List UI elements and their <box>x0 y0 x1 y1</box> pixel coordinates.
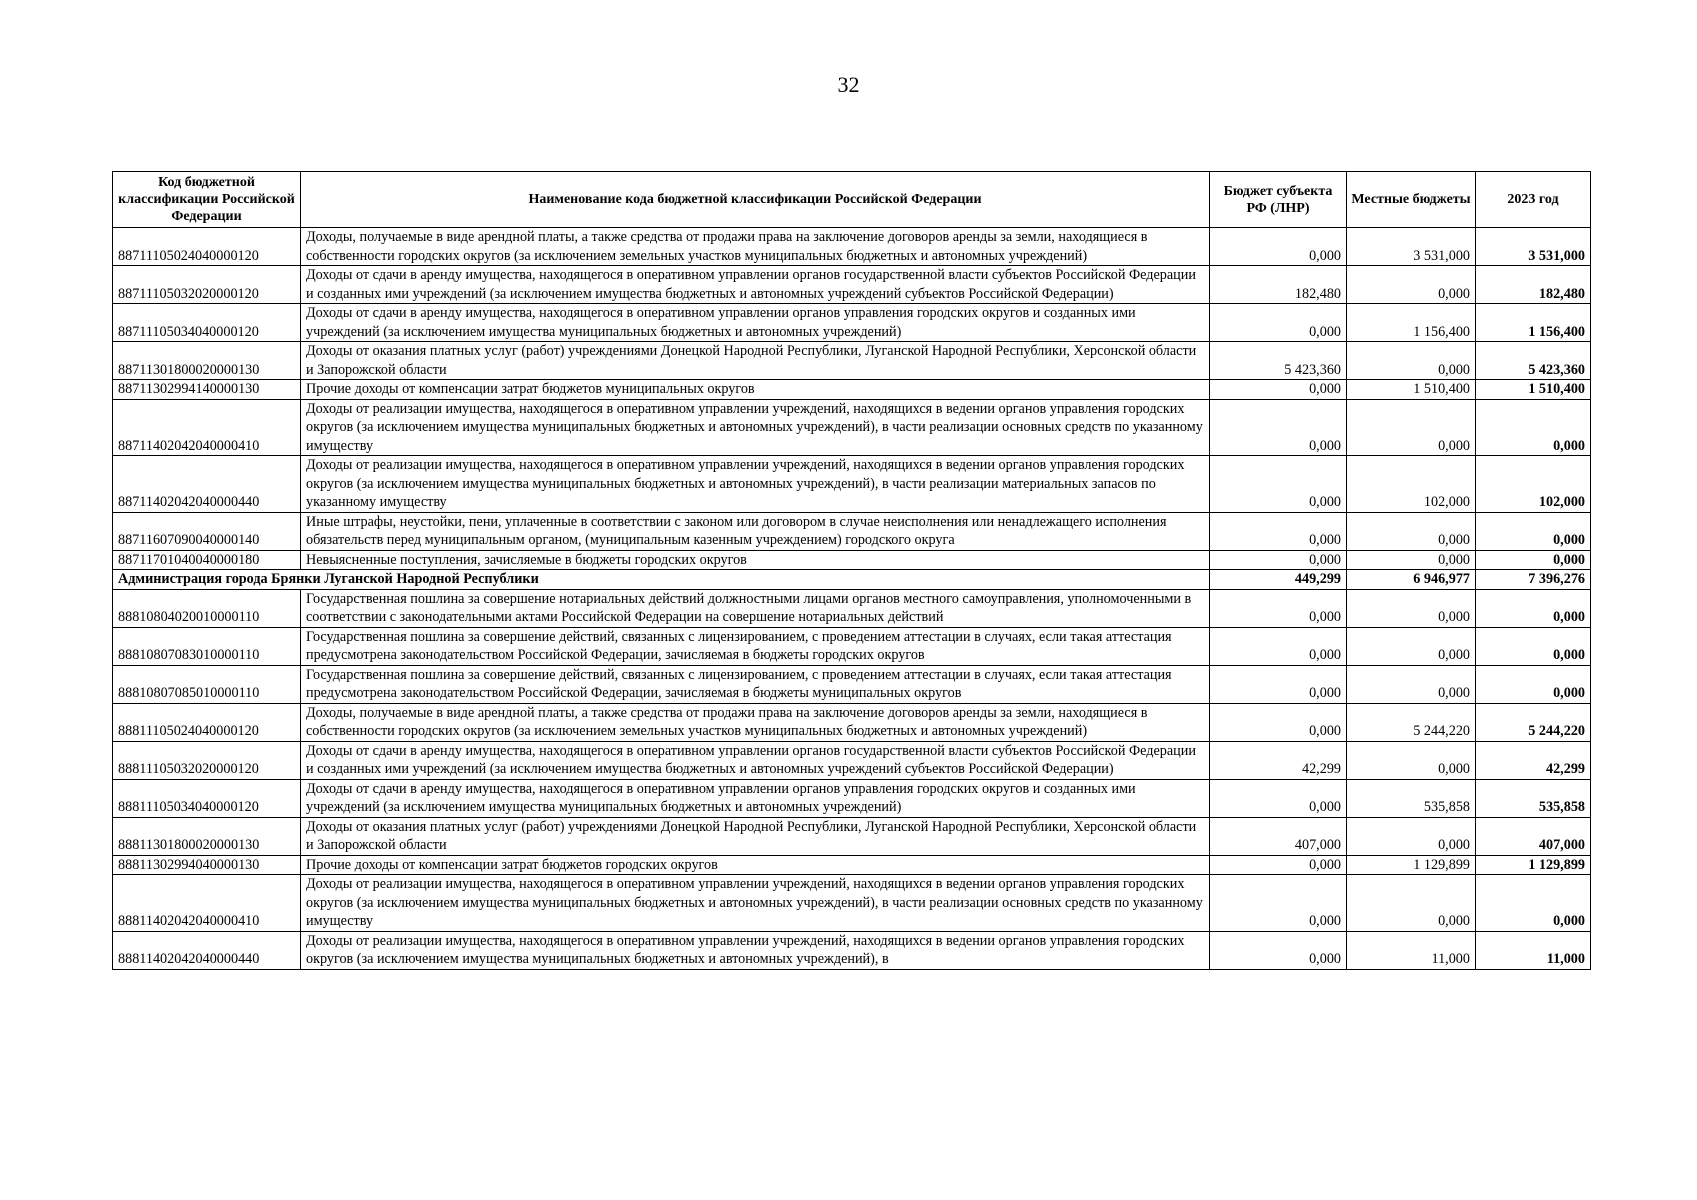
row-subject-budget: 0,000 <box>1210 456 1347 513</box>
row-code: 88711402042040000410 <box>113 399 301 456</box>
header-year: 2023 год <box>1476 172 1591 228</box>
row-code: 88711302994140000130 <box>113 380 301 400</box>
row-code: 88811301800020000130 <box>113 817 301 855</box>
row-local-budgets: 3 531,000 <box>1347 228 1476 266</box>
row-name: Доходы, получаемые в виде арендной платы, а также средства от продажи права на заключение договоров аренды за земли, находящиеся в собственности городских округов (за исключением земельных участков муниципальных бюджетных и автономных учреждений) <box>301 228 1210 266</box>
row-name: Доходы от оказания платных услуг (работ) учреждениями Донецкой Народной Республики, Луганской Народной Республики, Херсонской области и Запорожской области <box>301 342 1210 380</box>
row-subject-budget: 0,000 <box>1210 399 1347 456</box>
header-local-budgets: Местные бюджеты <box>1347 172 1476 228</box>
row-total: 1 156,400 <box>1476 304 1591 342</box>
row-local-budgets: 5 244,220 <box>1347 703 1476 741</box>
row-total: 0,000 <box>1476 665 1591 703</box>
row-code: 88711105032020000120 <box>113 266 301 304</box>
header-code: Код бюджетной классификации Российской Федерации <box>113 172 301 228</box>
row-local-budgets: 0,000 <box>1347 665 1476 703</box>
row-subject-budget: 0,000 <box>1210 931 1347 969</box>
row-local-budgets: 0,000 <box>1347 741 1476 779</box>
row-local-budgets: 11,000 <box>1347 931 1476 969</box>
row-code: 88810807083010000110 <box>113 627 301 665</box>
row-total: 3 531,000 <box>1476 228 1591 266</box>
table-row <box>113 304 1591 342</box>
row-total: 5 244,220 <box>1476 703 1591 741</box>
row-subject-budget: 42,299 <box>1210 741 1347 779</box>
row-total: 0,000 <box>1476 399 1591 456</box>
row-name: Доходы от сдачи в аренду имущества, находящегося в оперативном управлении органов государственной власти субъектов Российской Федерации и созданных ими учреждений (за исключением имущества бюджетных и автономных учреждений субъектов Российской Федерации) <box>301 741 1210 779</box>
row-code: 88711402042040000440 <box>113 456 301 513</box>
row-subject-budget: 407,000 <box>1210 817 1347 855</box>
row-name: Доходы от оказания платных услуг (работ) учреждениями Донецкой Народной Республики, Луганской Народной Республики, Херсонской области и Запорожской области <box>301 817 1210 855</box>
header-name: Наименование кода бюджетной классификации Российской Федерации <box>301 172 1210 228</box>
row-code: 88711105034040000120 <box>113 304 301 342</box>
row-local-budgets: 1 156,400 <box>1347 304 1476 342</box>
row-subject-budget: 0,000 <box>1210 512 1347 550</box>
row-code: 88811105034040000120 <box>113 779 301 817</box>
row-subject-budget: 0,000 <box>1210 627 1347 665</box>
row-total: 11,000 <box>1476 931 1591 969</box>
row-local-budgets: 1 510,400 <box>1347 380 1476 400</box>
section-local-budgets: 6 946,977 <box>1347 570 1476 590</box>
row-subject-budget: 0,000 <box>1210 855 1347 875</box>
table-row <box>113 342 1591 380</box>
table-row <box>113 741 1591 779</box>
table-row <box>113 380 1591 400</box>
row-code: 88711607090040000140 <box>113 512 301 550</box>
row-code: 88711301800020000130 <box>113 342 301 380</box>
row-subject-budget: 0,000 <box>1210 228 1347 266</box>
row-total: 0,000 <box>1476 589 1591 627</box>
table-header-row <box>113 172 1591 228</box>
table-row <box>113 399 1591 456</box>
row-name: Государственная пошлина за совершение действий, связанных с лицензированием, с проведением аттестации в случаях, если такая аттестация предусмотрена законодательством Российской Федерации, зачисляемая в бюджеты городских округов <box>301 627 1210 665</box>
section-subject-budget: 449,299 <box>1210 570 1347 590</box>
row-subject-budget: 0,000 <box>1210 875 1347 932</box>
header-subject-budget: Бюджет субъекта РФ (ЛНР) <box>1210 172 1347 228</box>
table-row <box>113 589 1591 627</box>
row-local-budgets: 0,000 <box>1347 512 1476 550</box>
row-total: 1 510,400 <box>1476 380 1591 400</box>
row-code: 88810807085010000110 <box>113 665 301 703</box>
row-name: Государственная пошлина за совершение нотариальных действий должностными лицами органов местного самоуправления, уполномоченными в соответствии с законодательными актами Российской Федерации на совершение нотариальных действий <box>301 589 1210 627</box>
row-total: 407,000 <box>1476 817 1591 855</box>
row-total: 1 129,899 <box>1476 855 1591 875</box>
row-code: 88811402042040000440 <box>113 931 301 969</box>
row-name: Прочие доходы от компенсации затрат бюджетов городских округов <box>301 855 1210 875</box>
table-body <box>113 228 1591 970</box>
row-local-budgets: 0,000 <box>1347 817 1476 855</box>
row-subject-budget: 0,000 <box>1210 550 1347 570</box>
section-total: 7 396,276 <box>1476 570 1591 590</box>
row-total: 0,000 <box>1476 550 1591 570</box>
table-row <box>113 627 1591 665</box>
row-total: 535,858 <box>1476 779 1591 817</box>
row-local-budgets: 0,000 <box>1347 875 1476 932</box>
row-local-budgets: 0,000 <box>1347 342 1476 380</box>
row-local-budgets: 0,000 <box>1347 550 1476 570</box>
row-subject-budget: 182,480 <box>1210 266 1347 304</box>
row-code: 88811105024040000120 <box>113 703 301 741</box>
row-name: Доходы от сдачи в аренду имущества, находящегося в оперативном управлении органов управления городских округов и созданных ими учреждений (за исключением имущества муниципальных бюджетных и автономных учреждений) <box>301 304 1210 342</box>
row-local-budgets: 535,858 <box>1347 779 1476 817</box>
row-name: Иные штрафы, неустойки, пени, уплаченные в соответствии с законом или договором в случае неисполнения или ненадлежащего исполнения обязательств перед муниципальным органом, (муниципальным казенным учреждением) городского округа <box>301 512 1210 550</box>
row-total: 0,000 <box>1476 627 1591 665</box>
row-total: 0,000 <box>1476 875 1591 932</box>
row-name: Доходы, получаемые в виде арендной платы, а также средства от продажи права на заключение договоров аренды за земли, находящиеся в собственности городских округов (за исключением земельных участков муниципальных бюджетных и автономных учреждений) <box>301 703 1210 741</box>
row-name: Доходы от реализации имущества, находящегося в оперативном управлении учреждений, находящихся в ведении органов управления городских округов (за исключением имущества муниципальных бюджетных и автономных учреждений), в части реализации материальных запасов по указанному имуществу <box>301 456 1210 513</box>
row-name: Доходы от реализации имущества, находящегося в оперативном управлении учреждений, находящихся в ведении органов управления городских округов (за исключением имущества муниципальных бюджетных и автономных учреждений), в части реализации основных средств по указанному имуществу <box>301 399 1210 456</box>
row-name: Невыясненные поступления, зачисляемые в бюджеты городских округов <box>301 550 1210 570</box>
row-code: 88811402042040000410 <box>113 875 301 932</box>
row-total: 0,000 <box>1476 512 1591 550</box>
table-row <box>113 855 1591 875</box>
row-name: Доходы от реализации имущества, находящегося в оперативном управлении учреждений, находящихся в ведении органов управления городских округов (за исключением имущества муниципальных бюджетных и автономных учреждений), в <box>301 931 1210 969</box>
table-row <box>113 665 1591 703</box>
row-subject-budget: 0,000 <box>1210 304 1347 342</box>
row-subject-budget: 5 423,360 <box>1210 342 1347 380</box>
table-row <box>113 779 1591 817</box>
table-row <box>113 931 1591 969</box>
table-row <box>113 512 1591 550</box>
row-total: 182,480 <box>1476 266 1591 304</box>
row-subject-budget: 0,000 <box>1210 589 1347 627</box>
row-total: 102,000 <box>1476 456 1591 513</box>
row-local-budgets: 0,000 <box>1347 627 1476 665</box>
row-name: Доходы от сдачи в аренду имущества, находящегося в оперативном управлении органов управления городских округов и созданных ими учреждений (за исключением имущества муниципальных бюджетных и автономных учреждений) <box>301 779 1210 817</box>
row-total: 5 423,360 <box>1476 342 1591 380</box>
row-local-budgets: 0,000 <box>1347 589 1476 627</box>
table-row <box>113 817 1591 855</box>
row-code: 88711701040040000180 <box>113 550 301 570</box>
row-name: Доходы от сдачи в аренду имущества, находящегося в оперативном управлении органов государственной власти субъектов Российской Федерации и созданных ими учреждений (за исключением имущества бюджетных и автономных учреждений субъектов Российской Федерации) <box>301 266 1210 304</box>
row-code: 88811302994040000130 <box>113 855 301 875</box>
row-local-budgets: 102,000 <box>1347 456 1476 513</box>
table-row <box>113 228 1591 266</box>
row-code: 88711105024040000120 <box>113 228 301 266</box>
row-name: Прочие доходы от компенсации затрат бюджетов муниципальных округов <box>301 380 1210 400</box>
budget-classification-table <box>112 171 1591 970</box>
table-row <box>113 703 1591 741</box>
table-row <box>113 266 1591 304</box>
table-row <box>113 550 1591 570</box>
section-row <box>113 570 1591 590</box>
section-title: Администрация города Брянки Луганской Народной Республики <box>113 570 1210 590</box>
row-subject-budget: 0,000 <box>1210 703 1347 741</box>
row-local-budgets: 0,000 <box>1347 266 1476 304</box>
table-row <box>113 456 1591 513</box>
row-total: 42,299 <box>1476 741 1591 779</box>
page-number: 32 <box>837 72 860 97</box>
row-name: Государственная пошлина за совершение действий, связанных с лицензированием, с проведением аттестации в случаях, если такая аттестация предусмотрена законодательством Российской Федерации, зачисляемая в бюджеты муниципальных округов <box>301 665 1210 703</box>
row-local-budgets: 1 129,899 <box>1347 855 1476 875</box>
row-code: 88811105032020000120 <box>113 741 301 779</box>
row-subject-budget: 0,000 <box>1210 380 1347 400</box>
row-name: Доходы от реализации имущества, находящегося в оперативном управлении учреждений, находящихся в ведении органов управления городских округов (за исключением имущества муниципальных бюджетных и автономных учреждений), в части реализации основных средств по указанному имуществу <box>301 875 1210 932</box>
row-subject-budget: 0,000 <box>1210 779 1347 817</box>
row-code: 88810804020010000110 <box>113 589 301 627</box>
table-row <box>113 875 1591 932</box>
row-subject-budget: 0,000 <box>1210 665 1347 703</box>
row-local-budgets: 0,000 <box>1347 399 1476 456</box>
